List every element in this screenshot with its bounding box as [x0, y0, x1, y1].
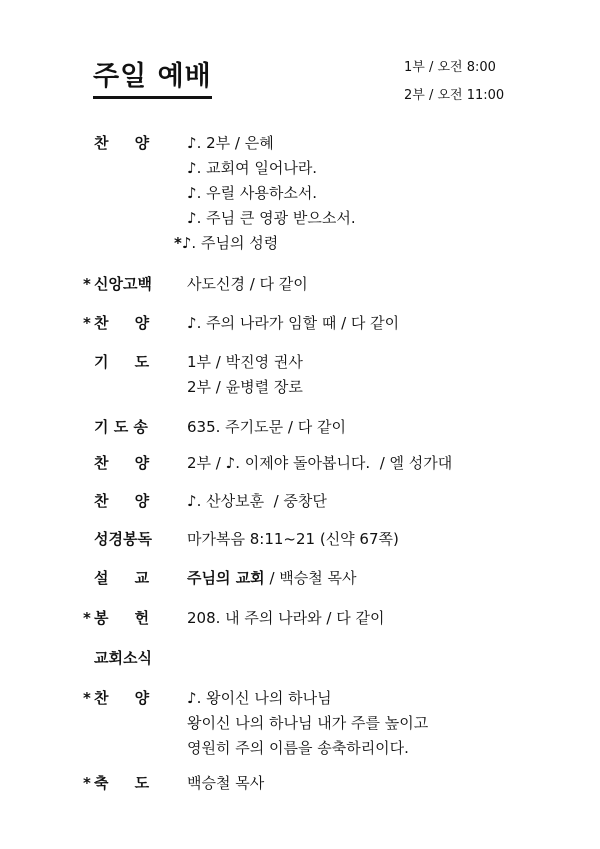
- page-title: 주일 예배: [93, 60, 212, 99]
- label-text: 봉 헌: [94, 609, 150, 627]
- worship-item-label: [83, 607, 173, 629]
- worship-item-label: [83, 416, 173, 438]
- line-text: 왕이신 나의 하나님 내가 주를 높이고: [187, 714, 429, 732]
- service-time-1: 1부 / 오전 8:00: [404, 60, 496, 75]
- line-text: 635. 주기도문 / 다 같이: [187, 418, 346, 436]
- label-text: 교회소식: [94, 649, 152, 667]
- content-line: [187, 452, 452, 474]
- label-text: 찬 양: [94, 492, 150, 510]
- content-line: [187, 376, 303, 398]
- label-text: 신앙고백: [94, 275, 152, 293]
- label-text: 찬 양: [94, 454, 150, 472]
- line-text: ♪. 산상보훈 / 중창단: [187, 492, 327, 510]
- content-line: [187, 273, 308, 295]
- label-text: 성경봉독: [94, 530, 152, 548]
- content-line: [187, 772, 264, 794]
- content-line: [187, 312, 399, 334]
- content-line: [187, 712, 428, 734]
- line-text: 208. 내 주의 나라와 / 다 같이: [187, 609, 385, 627]
- worship-item-label: [83, 132, 173, 154]
- service-time-2: 2부 / 오전 11:00: [404, 88, 505, 103]
- label-text: 기 도: [94, 353, 150, 371]
- worship-item-label: [83, 452, 173, 474]
- content-line: [187, 351, 303, 373]
- label-text: 설 교: [94, 569, 150, 587]
- line-text: 2부 / 윤병렬 장로: [187, 378, 303, 396]
- content-line: [187, 687, 332, 709]
- content-line: [174, 232, 278, 254]
- content-line: [187, 528, 399, 550]
- worship-item-label: [83, 528, 173, 550]
- content-line: [187, 416, 346, 438]
- worship-item-label: [83, 312, 173, 334]
- worship-item-label: [83, 772, 173, 794]
- line-text: 영원히 주의 이름을 송축하리이다.: [187, 739, 409, 757]
- required-star: *: [83, 314, 91, 332]
- content-line: [187, 157, 317, 179]
- line-text: / 백승철 목사: [264, 569, 357, 587]
- required-star: *: [83, 774, 91, 792]
- line-text: ♪. 우릴 사용하소서.: [187, 184, 318, 202]
- content-line: [187, 132, 274, 154]
- line-text: ♪. 2부 / 은혜: [187, 134, 274, 152]
- content-line: [187, 182, 317, 204]
- label-text: 찬 양: [94, 689, 150, 707]
- content-line: [187, 207, 356, 229]
- worship-item-label: [83, 567, 173, 589]
- required-star: *: [83, 609, 91, 627]
- sermon-title: 주님의 교회: [187, 569, 265, 587]
- worship-item-label: [83, 687, 173, 709]
- line-text: ♪. 주님의 성령: [181, 234, 279, 252]
- line-text: ♪. 주의 나라가 임할 때 / 다 같이: [187, 314, 400, 332]
- worship-item-label: [83, 490, 173, 512]
- line-text: ♪. 교회여 일어나라.: [187, 159, 318, 177]
- line-text: 사도신경 / 다 같이: [187, 275, 308, 293]
- line-text: 1부 / 박진영 권사: [187, 353, 303, 371]
- label-text: 찬 양: [94, 134, 150, 152]
- worship-item-label: [83, 351, 173, 373]
- line-text: 마가복음 8:11~21 (신약 67쪽): [187, 530, 399, 548]
- label-text: 축 도: [94, 774, 150, 792]
- line-text: ♪. 주님 큰 영광 받으소서.: [187, 209, 356, 227]
- label-text: 찬 양: [94, 314, 150, 332]
- content-line: [187, 607, 384, 629]
- required-star: *: [83, 689, 91, 707]
- worship-item-label: [83, 273, 173, 295]
- label-text: 기 도 송: [94, 418, 148, 436]
- worship-item-label: [83, 647, 173, 669]
- required-star: *: [83, 275, 91, 293]
- line-text: ♪. 왕이신 나의 하나님: [187, 689, 332, 707]
- line-text: 백승철 목사: [187, 774, 265, 792]
- line-prefix: *: [174, 234, 182, 252]
- line-text: 2부 / ♪. 이제야 돌아봅니다. / 엘 성가대: [187, 454, 453, 472]
- content-line: [187, 567, 357, 589]
- service-times: [404, 60, 504, 116]
- content-line: [187, 737, 409, 759]
- content-line: [187, 490, 327, 512]
